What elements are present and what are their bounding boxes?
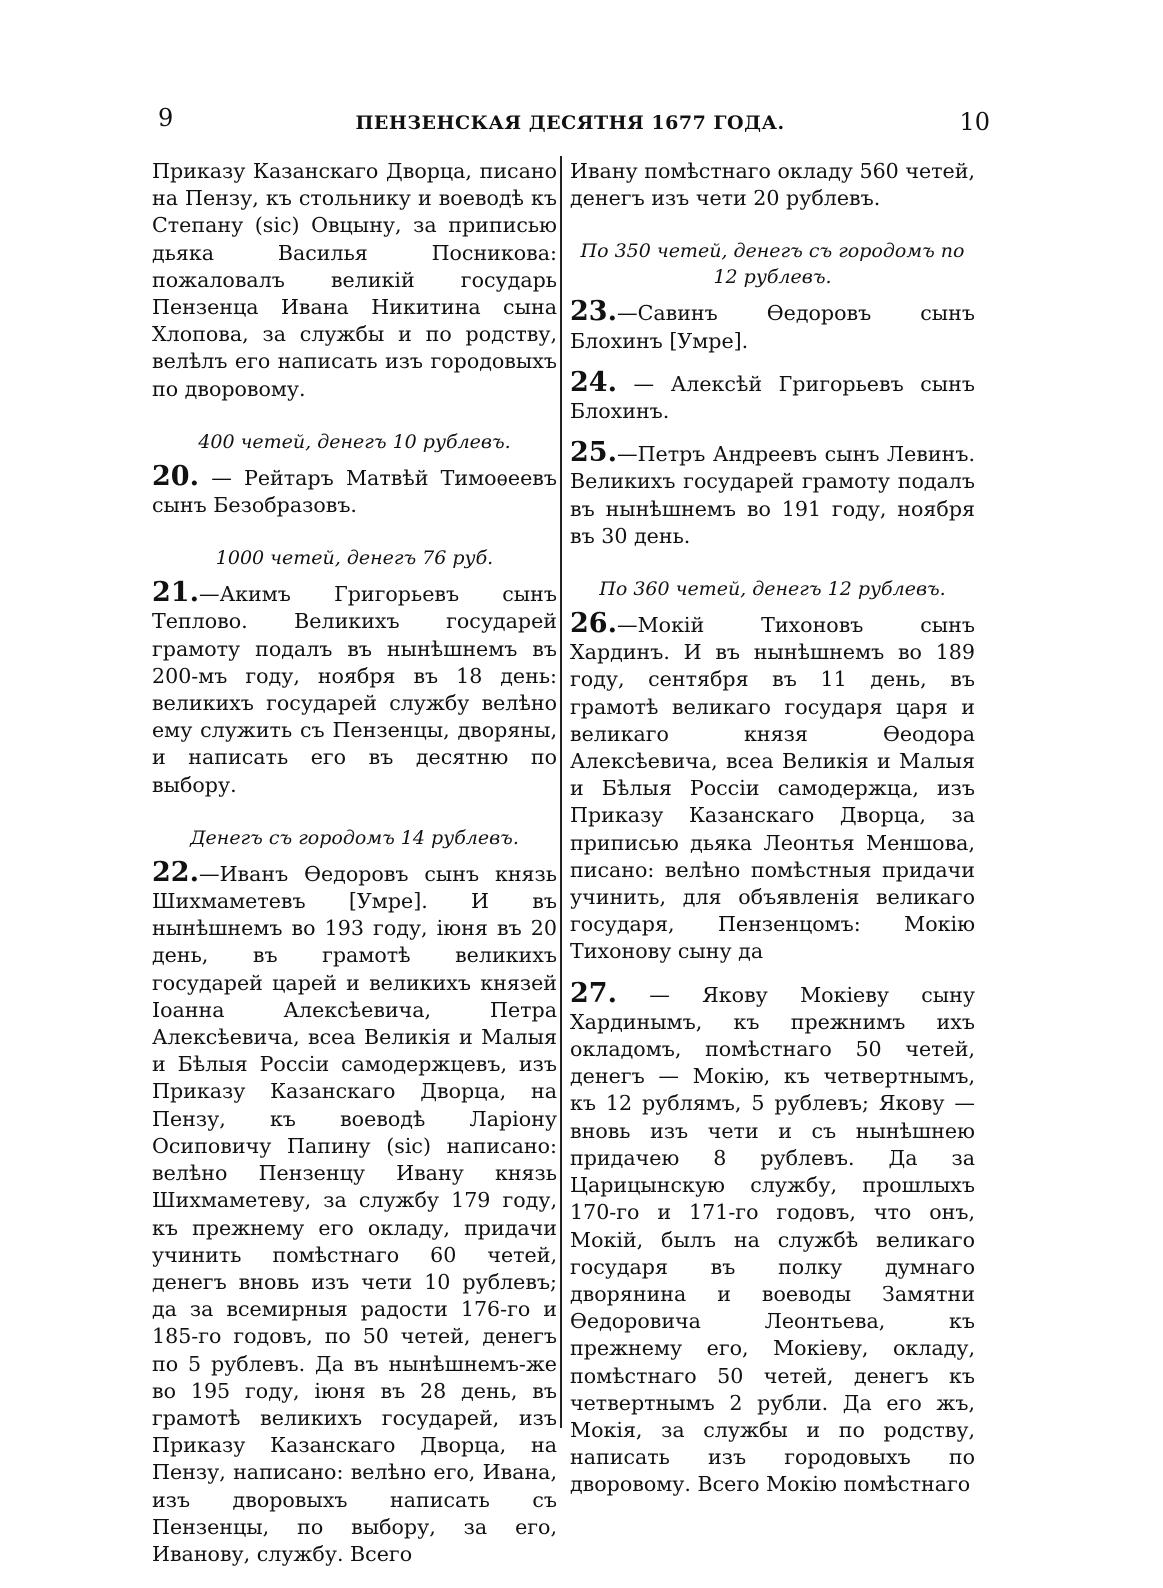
- entry-number: 21.: [152, 577, 199, 609]
- entry-number: 22.: [152, 856, 199, 888]
- entry-number: 27.: [570, 977, 617, 1009]
- column-divider: [560, 156, 562, 1428]
- entry-number: 25.: [570, 437, 617, 469]
- entry-text: —Акимъ Григорьевъ сынъ Теплово. Великихъ государей грамоту подалъ въ нынѣшнемъ въ 200-мъ году, ноября въ 18 день: великихъ государей службу велѣно ему служить съ Пензенцы, дворяны, и написать его въ десятню по выбору.: [152, 582, 557, 797]
- entry-23: [570, 298, 975, 354]
- page-number-left: 9: [158, 104, 174, 132]
- entry-text: —Мокiй Тихоновъ сынъ Хардинъ. И въ нынѣшнемъ во 189 году, сентября въ 11 день, въ грамотѣ великаго государя царя и великаго князя Ѳеодора Алексѣевича, всеа Великiя и Малыя и Бѣлыя Россiи самодержца, изъ Приказу Казанскаго Дворца, за приписью дьяка Леонтья Меншова, писано: велѣно помѣстныя придачи учинить, для объявленiя великаго государя, Пензенцомъ: Мокiю Тихонову сыну да: [570, 613, 975, 964]
- entry-text: —Иванъ Ѳедоровъ сынъ князь Шихмаметевъ [Умре]. И въ нынѣшнемъ во 193 году, iюня въ 20 день, въ грамотѣ великихъ государей царей и великихъ князей Iоанна Алексѣевича, Петра Алексѣевича, всеа Великiя и Малыя и Бѣлыя Россiи самодержцевъ, изъ Приказу Казанскаго Дворца, на Пензу, къ воеводѣ Ларiону Осиповичу Папину (sic) написано: велѣно Пензенцу Ивану князь Шихмаметеву, за службу 179 году, къ прежнему его окладу, придачи учинить помѣстнаго 60 четей, денегъ вновь изъ чети 10 рублевъ; да за всемирныя радости 176-го и 185-го годовъ, по 50 четей, денегъ по 5 рублевъ. Да въ нынѣшнемъ-же во 195 году, iюня въ 28 день, въ грамотѣ великихъ государей, изъ Приказу Казанскаго Дворца, на Пензу, написано: велѣно его, Ивана, изъ дворовыхъ написать съ Пензенцы, по выбору, за его, Иванову, службу. Всего: [152, 861, 557, 1566]
- entry-26: [570, 610, 975, 966]
- subheading-350: По 350 четей, денегъ съ городомъ по 12 рублевъ.: [580, 240, 965, 289]
- entry-text: — Рейтаръ Матвѣй Тимоѳеевъ сынъ Безобразовъ.: [152, 465, 557, 518]
- spacer: [570, 425, 975, 439]
- entry-text: —Савинъ Ѳедоровъ сынъ Блохинъ [Умре].: [570, 301, 975, 353]
- subheading-14-rub: Денегъ съ городомъ 14 рублевъ.: [190, 826, 519, 849]
- subheading-1000: 1000 четей, денегъ 76 руб.: [215, 547, 494, 570]
- subheading-360: По 360 четей, денегъ 12 рублевъ.: [599, 578, 946, 601]
- spacer: [570, 355, 975, 369]
- entry-27: [570, 977, 975, 1499]
- left-intro-text: Приказу Казанскаго Дворца, писано на Пензу, къ стольнику и воеводѣ къ Степану (sic) Овцыну, за приписью дьяка Василья Посникова: пожаловалъ великiй государь Пензенца Ивана Никитина сына Хлопова, за службы и по родству, велѣлъ его написать изъ городовыхъ по дворовому.: [152, 159, 557, 401]
- subheading-400: 400 четей, денегъ 10 рублевъ.: [198, 430, 511, 453]
- spacer: [570, 966, 975, 980]
- entry-number: 24.: [570, 366, 617, 398]
- entry-number: 20.: [152, 460, 199, 492]
- entry-22: [152, 856, 557, 1568]
- left-column: [152, 158, 557, 1568]
- entry-text: — Алексѣй Григорьевъ сынъ Блохинъ.: [570, 371, 975, 424]
- entry-21: [152, 579, 557, 799]
- entry-number: 23.: [570, 296, 617, 328]
- entry-25: [570, 439, 975, 550]
- entry-number: 26.: [570, 608, 617, 640]
- entry-20: [152, 460, 557, 519]
- right-column: [570, 158, 975, 1499]
- right-intro-text: Ивану помѣстнаго окладу 560 четей, денегъ изъ чети 20 рублевъ.: [570, 159, 975, 211]
- running-title: ПЕНЗЕНСКАЯ ДЕСЯТНЯ 1677 ГОДА.: [355, 112, 785, 134]
- page-number-right: 10: [959, 108, 990, 136]
- running-header: [150, 104, 990, 144]
- entry-text: —Петръ Андреевъ сынъ Левинъ. Великихъ государей грамоту подалъ въ нынѣшнемъ во 191 году, ноября въ 30 день.: [570, 442, 975, 548]
- entry-text: — Якову Мокiеву сыну Хардинымъ, къ прежнимъ ихъ окладомъ, помѣстнаго 50 четей, денегъ — Мокiю, къ четвертнымъ, къ 12 рублямъ, 5 рублевъ; Якову — вновь изъ чети и съ нынѣшнею придачею 8 рублевъ. Да за Царицынскую службу, прошлыхъ 170-го и 171-го годовъ, что онъ, Мокiй, былъ на службѣ великаго государя въ полку думнаго дворянина и воеводы Замятни Ѳедоровича Леонтьева, къ прежнему его, Мокiеву, окладу, помѣстнаго 50 четей, денегъ къ четвертнымъ 2 рубли. Да его жъ, Мокiя, за службы и по родству, написать изъ городовыхъ по дворовому. Всего Мокiю помѣстнаго: [570, 982, 975, 1497]
- entry-24: [570, 366, 975, 425]
